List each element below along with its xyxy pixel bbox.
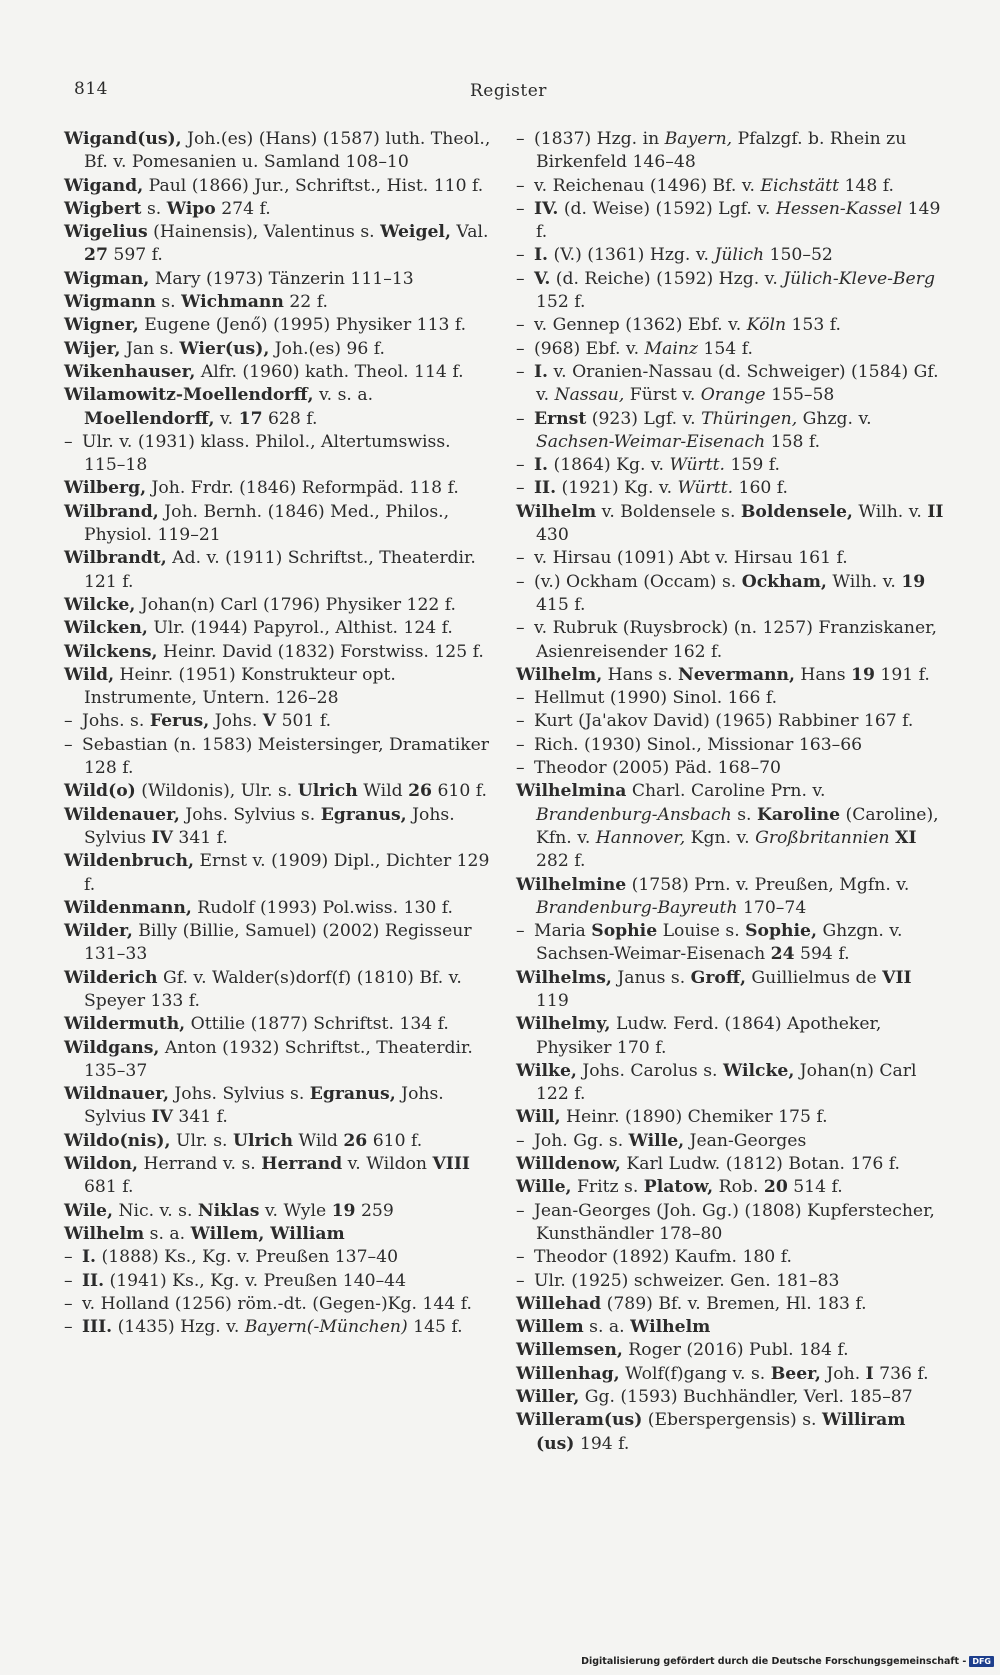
index-entry: Wilhelm v. Boldensele s. Boldensele, Wilh. v. II 430 bbox=[516, 501, 944, 546]
index-entry: Willeram(us) (Eberspergensis) s. Williram (us) 194 f. bbox=[516, 1410, 906, 1454]
index-subentry: – IV. (d. Weise) (1592) Lgf. v. Hessen-Kassel 149 f. bbox=[516, 198, 941, 243]
index-subentry: – Maria Sophie Louise s. Sophie, Ghzgn. v. Sachsen-Weimar-Eisenach 24 594 f. bbox=[516, 921, 903, 965]
index-subentry: – Sebastian (n. 1583) Meistersinger, Dramatiker 128 f. bbox=[64, 734, 490, 779]
index-entry: Wilhelms, Janus s. Groff, Guillielmus de VII 119 bbox=[516, 967, 912, 1011]
left-column bbox=[64, 128, 492, 1339]
running-head: Register bbox=[470, 81, 547, 101]
right-column bbox=[516, 128, 946, 1456]
index-entry: Willdenow, Karl Ludw. (1812) Botan. 176 f. bbox=[516, 1154, 900, 1175]
index-entry: Wilamowitz-Moellendorff, v. s. a. Moellendorff, v. 17 628 f. bbox=[64, 385, 374, 429]
index-subentry: – (968) Ebf. v. Mainz 154 f. bbox=[516, 338, 753, 359]
index-subentry: – v. Reichenau (1496) Bf. v. Eichstätt 148 f. bbox=[516, 175, 894, 196]
index-subentry: – Ernst (923) Lgf. v. Thüringen, Ghzg. v. Sachsen-Weimar-Eisenach 158 f. bbox=[516, 408, 872, 452]
index-subentry: – I. (V.) (1361) Hzg. v. Jülich 150–52 bbox=[516, 245, 833, 266]
index-subentry: – III. (1435) Hzg. v. Bayern(-München) 145 f. bbox=[64, 1317, 463, 1338]
index-entry: Wigmann s. Wichmann 22 f. bbox=[64, 292, 328, 313]
index-entry: Wildenmann, Rudolf (1993) Pol.wiss. 130 f. bbox=[64, 897, 454, 918]
index-entry: Wilbrandt, Ad. v. (1911) Schriftst., Theaterdir. 121 f. bbox=[64, 548, 476, 592]
index-subentry: – I. (1888) Ks., Kg. v. Preußen 137–40 bbox=[64, 1247, 399, 1268]
index-subentry: – v. Hirsau (1091) Abt v. Hirsau 161 f. bbox=[516, 548, 848, 569]
index-entry: Wigelius (Hainensis), Valentinus s. Weigel, Val. 27 597 f. bbox=[64, 222, 489, 266]
index-entry: Wildenbruch, Ernst v. (1909) Dipl., Dichter 129 f. bbox=[64, 851, 490, 895]
index-entry: Wikenhauser, Alfr. (1960) kath. Theol. 114 f. bbox=[64, 361, 464, 382]
index-subentry: – v. Gennep (1362) Ebf. v. Köln 153 f. bbox=[516, 315, 841, 336]
index-entry: Wijer, Jan s. Wier(us), Joh.(es) 96 f. bbox=[64, 338, 385, 359]
index-entry: Wilderich Gf. v. Walder(s)dorf(f) (1810) Bf. v. Speyer 133 f. bbox=[64, 967, 462, 1011]
index-entry: Will, Heinr. (1890) Chemiker 175 f. bbox=[516, 1107, 828, 1128]
index-entry: Willer, Gg. (1593) Buchhändler, Verl. 185–87 bbox=[516, 1387, 913, 1408]
index-entry: Wilhelm, Hans s. Nevermann, Hans 19 191 f. bbox=[516, 664, 930, 685]
footer bbox=[581, 1656, 994, 1667]
index-subentry: – Theodor (1892) Kaufm. 180 f. bbox=[516, 1247, 792, 1268]
index-subentry: – V. (d. Reiche) (1592) Hzg. v. Jülich-Kleve-Berg 152 f. bbox=[516, 268, 935, 313]
index-entry: Wigner, Eugene (Jenő) (1995) Physiker 113 f. bbox=[64, 315, 467, 336]
page-number: 814 bbox=[74, 79, 108, 99]
index-subentry: – Johs. s. Ferus, Johs. V 501 f. bbox=[64, 711, 332, 732]
index-entry: Wilbrand, Joh. Bernh. (1846) Med., Philos., Physiol. 119–21 bbox=[64, 501, 450, 546]
index-subentry: – Ulr. v. (1931) klass. Philol., Altertumswiss. 115–18 bbox=[64, 431, 451, 476]
index-entry: Wildo(nis), Ulr. s. Ulrich Wild 26 610 f. bbox=[64, 1130, 423, 1151]
index-entry: Wild, Heinr. (1951) Konstrukteur opt. Instrumente, Untern. 126–28 bbox=[64, 664, 396, 709]
index-subentry: – I. (1864) Kg. v. Württ. 159 f. bbox=[516, 455, 780, 476]
index-entry: Wildnauer, Johs. Sylvius s. Egranus, Johs. Sylvius IV 341 f. bbox=[64, 1084, 444, 1128]
index-entry: Wigman, Mary (1973) Tänzerin 111–13 bbox=[64, 268, 414, 289]
index-entry: Wilhelmine (1758) Prn. v. Preußen, Mgfn. v. Brandenburg-Bayreuth 170–74 bbox=[516, 874, 910, 918]
index-entry: Wild(o) (Wildonis), Ulr. s. Ulrich Wild 26 610 f. bbox=[64, 781, 487, 802]
index-subentry: – v. Holland (1256) röm.-dt. (Gegen-)Kg. 144 f. bbox=[64, 1293, 472, 1314]
index-entry: Willehad (789) Bf. v. Bremen, Hl. 183 f. bbox=[516, 1293, 867, 1314]
index-subentry: – Kurt (Ja'akov David) (1965) Rabbiner 167 f. bbox=[516, 711, 914, 732]
footer-text: Digitalisierung gefördert durch die Deutsche Forschungsgemeinschaft - bbox=[581, 1656, 967, 1667]
index-entry: Wilhelm s. a. Willem, William bbox=[64, 1223, 345, 1244]
index-subentry: – Hellmut (1990) Sinol. 166 f. bbox=[516, 688, 778, 709]
index-entry: Wille, Fritz s. Platow, Rob. 20 514 f. bbox=[516, 1177, 843, 1198]
dfg-logo: DFG bbox=[969, 1656, 994, 1667]
index-entry: Wile, Nic. v. s. Niklas v. Wyle 19 259 bbox=[64, 1200, 394, 1221]
index-subentry: – Jean-Georges (Joh. Gg.) (1808) Kupferstecher, Kunsthändler 178–80 bbox=[516, 1200, 935, 1244]
index-subentry: – II. (1941) Ks., Kg. v. Preußen 140–44 bbox=[64, 1270, 407, 1291]
index-entry: Willenhag, Wolf(f)gang v. s. Beer, Joh. I 736 f. bbox=[516, 1363, 929, 1384]
index-entry: Wigand(us), Joh.(es) (Hans) (1587) luth. Theol., Bf. v. Pomesanien u. Samland 108–10 bbox=[64, 129, 491, 173]
index-entry: Willemsen, Roger (2016) Publ. 184 f. bbox=[516, 1340, 849, 1361]
index-entry: Wildenauer, Johs. Sylvius s. Egranus, Johs. Sylvius IV 341 f. bbox=[64, 804, 455, 848]
index-subentry: – (v.) Ockham (Occam) s. Ockham, Wilh. v. 19 415 f. bbox=[516, 571, 926, 615]
index-entry: Willem s. a. Wilhelm bbox=[516, 1317, 711, 1338]
index-entry: Wildgans, Anton (1932) Schriftst., Theaterdir. 135–37 bbox=[64, 1037, 473, 1081]
index-entry: Wilberg, Joh. Frdr. (1846) Reformpäd. 118 f. bbox=[64, 478, 459, 499]
index-entry: Wilckens, Heinr. David (1832) Forstwiss. 125 f. bbox=[64, 641, 484, 662]
index-entry: Wilcke, Johan(n) Carl (1796) Physiker 122 f. bbox=[64, 594, 456, 615]
index-entry: Wildermuth, Ottilie (1877) Schriftst. 134 f. bbox=[64, 1014, 449, 1035]
index-subentry: – Theodor (2005) Päd. 168–70 bbox=[516, 758, 781, 779]
index-entry: Wilke, Johs. Carolus s. Wilcke, Johan(n) Carl 122 f. bbox=[516, 1060, 917, 1105]
index-entry: Wigbert s. Wipo 274 f. bbox=[64, 198, 271, 219]
index-subentry: – Joh. Gg. s. Wille, Jean-Georges bbox=[516, 1130, 807, 1151]
index-entry: Wilhelmy, Ludw. Ferd. (1864) Apotheker, Physiker 170 f. bbox=[516, 1014, 882, 1058]
index-subentry: – Rich. (1930) Sinol., Missionar 163–66 bbox=[516, 734, 863, 755]
index-subentry: – I. v. Oranien-Nassau (d. Schweiger) (1584) Gf. v. Nassau, Fürst v. Orange 155–58 bbox=[516, 361, 939, 406]
index-subentry: – v. Rubruk (Ruysbrock) (n. 1257) Franziskaner, Asienreisender 162 f. bbox=[516, 618, 937, 662]
index-entry: Wilhelmina Charl. Caroline Prn. v. Brandenburg-Ansbach s. Karoline (Caroline), Kfn. v. Hannover, Kgn. v. Großbritannien XI 282 f. bbox=[516, 781, 939, 872]
index-entry: Wilder, Billy (Billie, Samuel) (2002) Regisseur 131–33 bbox=[64, 921, 472, 965]
index-entry: Wilcken, Ulr. (1944) Papyrol., Althist. 124 f. bbox=[64, 618, 453, 639]
index-entry: Wildon, Herrand v. s. Herrand v. Wildon VIII 681 f. bbox=[64, 1154, 470, 1198]
index-subentry: – (1837) Hzg. in Bayern, Pfalzgf. b. Rhein zu Birkenfeld 146–48 bbox=[516, 129, 907, 173]
index-entry: Wigand, Paul (1866) Jur., Schriftst., Hist. 110 f. bbox=[64, 175, 484, 196]
index-subentry: – II. (1921) Kg. v. Württ. 160 f. bbox=[516, 478, 789, 499]
index-subentry: – Ulr. (1925) schweizer. Gen. 181–83 bbox=[516, 1270, 840, 1291]
